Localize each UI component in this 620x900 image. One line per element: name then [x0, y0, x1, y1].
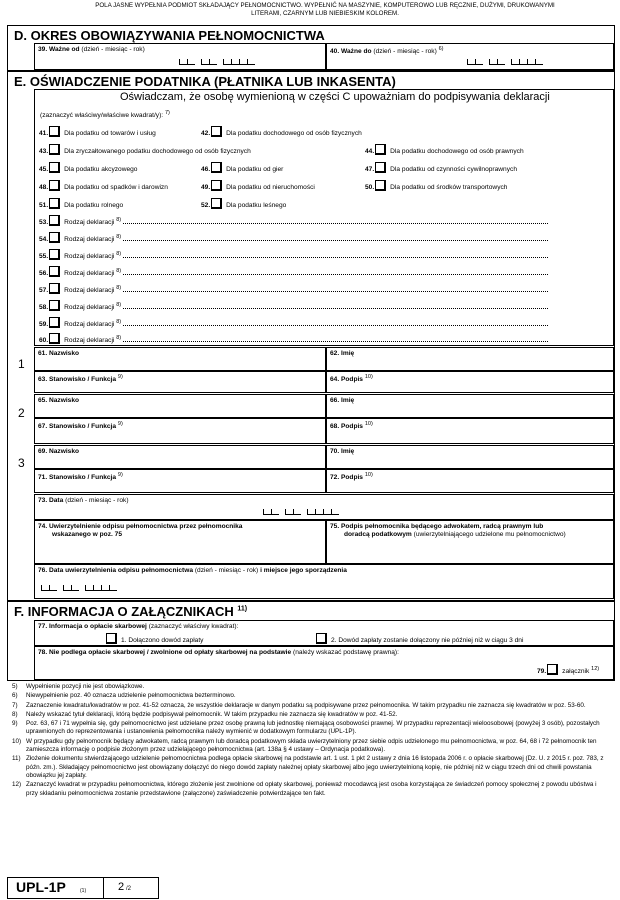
- field-76[interactable]: [34, 564, 614, 599]
- checkbox-49[interactable]: [211, 180, 222, 191]
- checkbox-41[interactable]: [49, 126, 60, 137]
- declaration-row[interactable]: [39, 266, 548, 277]
- option-48-num: 48.: [39, 184, 49, 191]
- option-47[interactable]: [365, 162, 517, 173]
- field-39-label: 39. Ważne od: [38, 46, 80, 53]
- option-46-label: Dla podatku od gier: [226, 166, 284, 173]
- field-39-hint: (dzień - miesiąc - rok): [81, 46, 145, 53]
- declaration-note: 8): [116, 318, 122, 325]
- form-instruction: POLA JASNE WYPEŁNIA PODMIOT SKŁADAJĄCY PEŁNOMOCNICTWO. WYPEŁNIĆ NA MASZYNIE, KOMPUTEROWO LUB RĘCZNIE, DUŻYMI, DRUKOWANYMI LITERAMI, CZARNYM LUB NIEBIESKIM KOLOREM.: [95, 2, 555, 17]
- checkbox-51[interactable]: [49, 198, 60, 209]
- footnote-text: Niewypełnienie poz. 40 oznacza udzielenie pełnomocnictwa bezterminowo.: [26, 692, 236, 700]
- field-76-hint: (dzień - miesiąc - rok): [194, 567, 259, 574]
- declaration-num: 55.: [39, 253, 49, 260]
- declaration-num: 54.: [39, 236, 49, 243]
- form-code: UPL-1P: [16, 879, 66, 895]
- option-44-label: Dla podatku dochodowego od osób prawnych: [390, 148, 524, 155]
- declaration-checkbox[interactable]: [49, 317, 60, 328]
- declaration-note: 8): [116, 284, 122, 291]
- fee-option-1-label: 1. Dołączono dowód zapłaty: [121, 637, 204, 644]
- field-76-label: 76. Data uwierzytelnienia odpisu pełnomocnictwa: [38, 567, 193, 574]
- declaration-note: 8): [116, 216, 122, 223]
- declaration-label: Rodzaj deklaracji: [64, 236, 115, 243]
- footnote: [12, 720, 607, 737]
- field-65[interactable]: [34, 394, 326, 418]
- option-47-num: 47.: [365, 166, 375, 173]
- declaration-checkbox[interactable]: [49, 283, 60, 294]
- footnote-number: 11): [12, 755, 21, 763]
- checkbox-43[interactable]: [49, 144, 60, 155]
- field-73-hint: (dzień - miesiąc - rok): [65, 497, 129, 504]
- declaration-dots[interactable]: [123, 234, 548, 241]
- field-61-label: 61. Nazwisko: [38, 350, 80, 357]
- statement: Oświadczam, że osobę wymienioną w części C upoważniam do podpisywania deklaracji: [120, 91, 550, 103]
- footnote-number: 9): [12, 720, 18, 728]
- page-number: 2: [118, 881, 125, 893]
- option-43-num: 43.: [39, 148, 49, 155]
- field-67[interactable]: [34, 418, 326, 444]
- option-51-num: 51.: [39, 202, 49, 209]
- option-46[interactable]: [201, 162, 283, 173]
- declaration-label: Rodzaj deklaracji: [64, 321, 115, 328]
- field-65-label: 65. Nazwisko: [38, 397, 80, 404]
- declaration-num: 60.: [39, 337, 49, 344]
- field-79-num: 79.: [537, 668, 547, 675]
- declaration-num: 58.: [39, 304, 49, 311]
- footnote: [12, 755, 607, 780]
- footnotes: [12, 683, 607, 799]
- option-43[interactable]: [39, 144, 251, 155]
- field-75-label-cont: doradcą podatkowym: [344, 531, 412, 538]
- option-42-num: 42.: [201, 130, 211, 137]
- option-49-num: 49.: [201, 184, 211, 191]
- footnote-text: Wypełnienie pozycji nie jest obowiązkowe.: [26, 683, 145, 690]
- option-52-num: 52.: [201, 202, 211, 209]
- field-40-label: 40. Ważne do: [330, 48, 372, 56]
- option-50[interactable]: [365, 180, 507, 191]
- checkbox-48[interactable]: [49, 180, 60, 191]
- fee-option-2[interactable]: [315, 633, 523, 644]
- declaration-row[interactable]: [39, 317, 548, 328]
- option-50-num: 50.: [365, 184, 375, 191]
- field-66-label: 66. Imię: [330, 397, 355, 404]
- declaration-row[interactable]: [39, 333, 548, 344]
- field-40-hint: (dzień - miesiąc - rok): [373, 48, 437, 56]
- declaration-dots[interactable]: [123, 251, 548, 258]
- field-75[interactable]: [326, 520, 614, 564]
- footnote-text: Złożenie dokumentu stwierdzającego udzielenie pełnomocnictwa podlega opłacie skarbowej na podstawie art. 1 ust. 1 pkt 2 ustawy z dnia 16 listopada 2006 r. o opłacie skarbowej (Dz. U. z 2015 r. poz. 783, z późn. zm.). Składający pełnomocnictwo jest obowiązany dołączyć do niego dowód zapłaty należnej opłaty skarbowej albo jego uwierzytelnioną kopię, nie później niż w ciągu trzech dni od chwili powstania obowiązku jej zapłaty.: [26, 755, 604, 779]
- declaration-label: Rodzaj deklaracji: [64, 287, 115, 294]
- footnote-text: W przypadku gdy pełnomocnik będący adwokatem, radcą prawnym lub doradcą podatkowym składa uwierzytelniony przez siebie odpis udzielonego mu pełnomocnictwa, w poz. 64, 68 i 72 pełnomocnik ten zamieszcza informację o podpisie złożonym przez udzielającego pełnomocnictwa (art. 138a § 4 ustawy – Ordynacja podatkowa).: [26, 737, 597, 754]
- field-76-date-boxes: [41, 585, 117, 592]
- declaration-checkbox[interactable]: [49, 333, 60, 344]
- field-68-note: 10): [364, 421, 373, 427]
- footnote-number: 10): [12, 737, 22, 745]
- option-43-label: Dla zryczałtowanego podatku dochodowego od osób fizycznych: [64, 148, 251, 155]
- field-78-label: 78. Nie podlega opłacie skarbowej / zwolnione od opłaty skarbowej na podstawie: [38, 649, 292, 656]
- checkbox-45[interactable]: [49, 162, 60, 173]
- declaration-note: 8): [116, 250, 122, 257]
- fee-option-1[interactable]: [105, 633, 203, 644]
- declaration-checkbox[interactable]: [49, 215, 60, 226]
- attachment-note: 12): [591, 665, 600, 672]
- declaration-dots[interactable]: [123, 285, 548, 292]
- field-78[interactable]: [34, 646, 614, 680]
- field-69[interactable]: [34, 445, 326, 469]
- declaration-dots[interactable]: [123, 335, 548, 342]
- field-63-note: 9): [117, 374, 123, 380]
- attachment-checkbox[interactable]: [547, 664, 558, 675]
- field-71[interactable]: [34, 469, 326, 493]
- option-51-label: Dla podatku rolnego: [64, 202, 124, 209]
- field-72-note: 10): [364, 472, 373, 478]
- field-66[interactable]: [326, 394, 614, 418]
- fee-checkbox-1[interactable]: [106, 633, 117, 644]
- section-d: [7, 25, 615, 71]
- field-40[interactable]: [326, 43, 614, 70]
- field-64-label: 64. Podpis: [330, 376, 363, 384]
- declaration-num: 57.: [39, 287, 49, 294]
- declaration-row[interactable]: [39, 249, 548, 260]
- checkbox-46[interactable]: [211, 162, 222, 173]
- declaration-row[interactable]: [39, 283, 548, 294]
- field-74-label-cont: wskazanego w poz. 75: [52, 531, 122, 538]
- footnote: [12, 683, 607, 691]
- option-52[interactable]: [201, 198, 286, 209]
- field-64[interactable]: [326, 371, 614, 393]
- field-74[interactable]: [34, 520, 326, 564]
- field-77-hint: (zaznaczyć właściwy kwadrat):: [148, 623, 239, 630]
- declaration-checkbox[interactable]: [49, 300, 60, 311]
- authorization-box: [34, 89, 614, 346]
- field-75-hint: (uwierzytelniającego udzielone mu pełnomocnictwo): [413, 531, 566, 538]
- declaration-num: 56.: [39, 270, 49, 277]
- option-48[interactable]: [39, 180, 168, 191]
- option-45[interactable]: [39, 162, 137, 173]
- declaration-num: 59.: [39, 321, 49, 328]
- field-63-label: 63. Stanowisko / Funkcja: [38, 376, 117, 384]
- field-78-hint: (należy wskazać podstawę prawną):: [293, 649, 399, 656]
- footnote-number: 6): [12, 692, 18, 700]
- declaration-row[interactable]: [39, 232, 548, 243]
- option-42[interactable]: [201, 126, 362, 137]
- footnote-number: 7): [12, 701, 18, 709]
- field-72[interactable]: [326, 469, 614, 493]
- option-45-num: 45.: [39, 166, 49, 173]
- footnote-text: Zaznaczyć kwadrat w przypadku pełnomocnictwa, którego złożenie jest zwolnione od opłaty skarbowej, ponieważ mocodawcą jest osoba korzystająca ze świadczeń pomocy społecznej z powodu ubóstwa i przy składaniu pełnomocnictwa zostanie przedstawione (załączone) zaświadczenie potwierdzające ten fakt.: [26, 781, 597, 797]
- checkbox-42[interactable]: [211, 126, 222, 137]
- declaration-dots[interactable]: [123, 319, 548, 326]
- checkbox-47[interactable]: [375, 162, 386, 173]
- option-50-label: Dla podatku od środków transportowych: [390, 184, 508, 191]
- declaration-num: 53.: [39, 219, 49, 226]
- field-39[interactable]: [34, 43, 326, 70]
- section-e-title: E. OŚWIADCZENIE PODATNIKA (PŁATNIKA LUB INKASENTA): [8, 72, 614, 91]
- declaration-note: 8): [116, 233, 122, 240]
- field-40-date-boxes: [467, 59, 543, 66]
- field-77-label: 77. Informacja o opłacie skarbowej: [38, 623, 147, 630]
- section-d-title: D. OKRES OBOWIĄZYWANIA PEŁNOMOCNICTWA: [8, 26, 614, 45]
- footnote: [12, 702, 607, 710]
- declaration-label: Rodzaj deklaracji: [64, 337, 115, 344]
- declaration-row[interactable]: [39, 300, 548, 311]
- field-40-note: 6): [438, 46, 444, 52]
- footnote-text: Poz. 63, 67 i 71 wypełnia się, gdy pełnomocnictwo jest udzielane przez osobę prawną lub jednostkę niemającą osobowości prawnej. W przypadku reprezentacji wieloosobowej (powyżej 3 osób), pozostałych uprawnionych do reprezentowania i ustanowienia pełnomocnika należy wymienić w dodatkowym formularzu (UPL-1P).: [26, 720, 600, 736]
- field-72-label: 72. Podpis: [330, 474, 363, 482]
- field-39-date-boxes: [179, 59, 255, 66]
- page-total: /2: [126, 886, 132, 892]
- option-49-label: Dla podatku od nieruchomości: [226, 184, 315, 191]
- option-42-label: Dla podatku dochodowego od osób fizycznych: [226, 130, 362, 137]
- field-68[interactable]: [326, 418, 614, 444]
- field-70-label: 70. Imię: [330, 448, 355, 455]
- field-76-label-end: i miejsce jego sporządzenia: [260, 567, 347, 574]
- checkbox-50[interactable]: [375, 180, 386, 191]
- field-68-label: 68. Podpis: [330, 423, 363, 431]
- checkbox-52[interactable]: [211, 198, 222, 209]
- fee-option-2-label: 2. Dowód zapłaty zostanie dołączony nie później niż w ciągu 3 dni: [331, 637, 524, 644]
- declaration-note: 8): [116, 267, 122, 274]
- field-71-note: 9): [117, 472, 123, 478]
- footnote-number: 5): [12, 683, 18, 690]
- footnote: [12, 692, 607, 700]
- field-62-label: 62. Imię: [330, 350, 355, 357]
- declaration-label: Rodzaj deklaracji: [64, 219, 115, 226]
- form-id-box: [7, 877, 159, 899]
- attachment-79[interactable]: [537, 664, 599, 675]
- field-74-label: 74. Uwierzytelnienie odpisu pełnomocnictwa przez pełnomocnika: [38, 523, 243, 530]
- section-f-title: [8, 602, 614, 621]
- option-49[interactable]: [201, 180, 315, 191]
- section-f: [7, 601, 615, 681]
- footnote-number: 12): [12, 781, 22, 789]
- option-52-label: Dla podatku leśnego: [226, 202, 287, 209]
- section-e: [7, 71, 615, 601]
- field-63[interactable]: [34, 371, 326, 393]
- declaration-checkbox[interactable]: [49, 249, 60, 260]
- field-75-label: 75. Podpis pełnomocnika będącego adwokatem, radcą prawnym lub: [330, 523, 544, 530]
- field-62[interactable]: [326, 347, 614, 371]
- options-hint: (zaznaczyć właściwy/właściwe kwadrat/y):: [40, 112, 164, 120]
- declaration-label: Rodzaj deklaracji: [64, 253, 115, 260]
- option-44-num: 44.: [365, 148, 375, 155]
- field-67-label: 67. Stanowisko / Funkcja: [38, 423, 117, 431]
- person-row-number: 1: [18, 357, 25, 371]
- footnote: [12, 711, 607, 719]
- section-f-title-text: F. INFORMACJA O ZAŁĄCZNIKACH: [14, 604, 234, 619]
- option-45-label: Dla podatku akcyzowego: [64, 166, 138, 173]
- declaration-label: Rodzaj deklaracji: [64, 270, 115, 277]
- field-73-label: 73. Data: [38, 497, 64, 504]
- field-67-note: 9): [117, 421, 123, 427]
- form-version: (1): [80, 888, 87, 894]
- person-row-number: 2: [18, 406, 25, 420]
- footnote-number: 8): [12, 710, 18, 718]
- option-41[interactable]: [39, 126, 156, 137]
- option-48-label: Dla podatku od spadków i darowizn: [64, 184, 168, 191]
- footnote: [12, 781, 607, 798]
- field-77[interactable]: [34, 620, 614, 646]
- section-f-title-note: 11): [237, 605, 248, 613]
- option-47-label: Dla podatku od czynności cywilnoprawnych: [390, 166, 517, 173]
- declaration-checkbox[interactable]: [49, 266, 60, 277]
- declaration-note: 8): [116, 301, 122, 308]
- option-44[interactable]: [365, 144, 524, 155]
- declaration-row[interactable]: [39, 215, 548, 226]
- declaration-dots[interactable]: [123, 302, 548, 309]
- declaration-label: Rodzaj deklaracji: [64, 304, 115, 311]
- declaration-checkbox[interactable]: [49, 232, 60, 243]
- person-row-number: 3: [18, 456, 25, 470]
- field-71-label: 71. Stanowisko / Funkcja: [38, 474, 117, 482]
- field-61[interactable]: [34, 347, 326, 371]
- field-73-date-boxes: [263, 509, 339, 516]
- field-69-label: 69. Nazwisko: [38, 448, 80, 455]
- declaration-note: 8): [116, 334, 122, 341]
- option-51[interactable]: [39, 198, 123, 209]
- attachment-label: załącznik: [562, 668, 590, 675]
- options-hint-note: 7): [164, 110, 170, 116]
- declaration-dots[interactable]: [123, 217, 548, 224]
- footnote-text: Należy wskazać tytuł deklaracji, którą będzie podpisywał pełnomocnik. W takim przypadku nie zaznacza się kwadratów w poz. 41-52.: [26, 710, 398, 718]
- footnote: [12, 738, 607, 755]
- declaration-dots[interactable]: [123, 268, 548, 275]
- field-73[interactable]: [34, 494, 614, 520]
- checkbox-44[interactable]: [375, 144, 386, 155]
- field-64-note: 10): [364, 374, 373, 380]
- option-41-num: 41.: [39, 130, 49, 137]
- fee-checkbox-2[interactable]: [316, 633, 327, 644]
- field-70[interactable]: [326, 445, 614, 469]
- footnote-text: Zaznaczenie kwadratu/kwadratów w poz. 41-52 oznacza, że wszystkie deklaracje w danym podatku są podpisywane przez pełnomocnika. W takim przypadku nie zaznacza się kwadratów w poz. 53-60.: [26, 701, 586, 709]
- option-41-label: Dla podatku od towarów i usług: [64, 130, 156, 137]
- option-46-num: 46.: [201, 166, 211, 173]
